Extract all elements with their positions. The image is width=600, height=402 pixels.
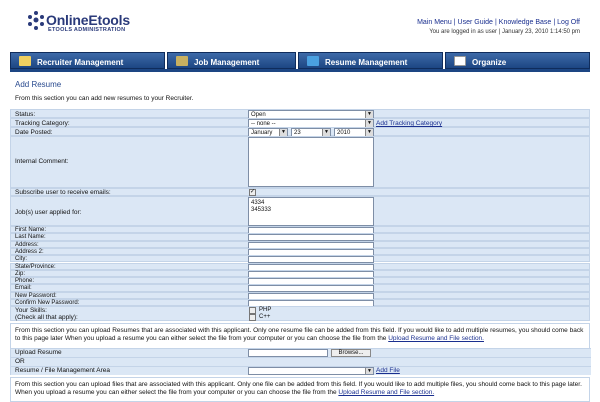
field-label: Phone: xyxy=(15,278,35,285)
brand-subtitle: ETOOLS ADMINISTRATION xyxy=(48,27,126,33)
upload-file-input[interactable] xyxy=(248,349,328,357)
tracking-value: -- none -- xyxy=(251,121,276,127)
tracking-row xyxy=(10,118,590,127)
field-row xyxy=(10,292,590,299)
chevron-down-icon: ▼ xyxy=(365,129,373,136)
or-label: OR xyxy=(15,358,25,365)
brand-name: OnlineEtools xyxy=(46,12,130,28)
field-row xyxy=(10,233,590,240)
tab-underline xyxy=(10,69,590,72)
field-row xyxy=(10,248,590,255)
upload-resume-description: From this section you can upload Resumes that are associated with this applicant. Only one resume file can be added from this field. If you would like to add multiple resumes, you should come back to this page later When you upload a resume you can either select the file from your computer or you can choose the file from the xyxy=(15,327,584,342)
skill-php-label: PHP xyxy=(259,307,272,313)
tab-label: Resume Management xyxy=(325,58,408,67)
skills-hint: (Check all that apply): xyxy=(15,314,78,321)
field-label: Address: xyxy=(15,241,39,248)
comment-textarea[interactable] xyxy=(248,137,374,187)
jobs-listbox[interactable] xyxy=(248,197,374,226)
field-row xyxy=(10,226,590,233)
status-row xyxy=(10,109,590,118)
date-label: Date Posted: xyxy=(15,129,53,136)
chevron-down-icon: ▼ xyxy=(365,111,373,118)
skill-php-checkbox[interactable] xyxy=(249,307,256,314)
tab-organize[interactable] xyxy=(445,52,590,69)
field-row xyxy=(10,241,590,248)
main-tabs xyxy=(10,52,590,70)
main-menu-link[interactable]: Main Menu xyxy=(417,19,452,26)
skills-row xyxy=(10,306,590,321)
knowledge-base-link[interactable]: Knowledge Base xyxy=(498,19,552,26)
handshake-icon xyxy=(176,56,188,66)
job-option[interactable]: 4334 xyxy=(251,200,265,206)
skills-label: Your Skills: xyxy=(15,307,47,314)
subscribe-row xyxy=(10,188,590,196)
field-label: State/Province: xyxy=(15,263,56,270)
login-status: You are logged in as user | January 23, 2010 1:14:50 pm xyxy=(429,29,580,35)
field-label: Address 2: xyxy=(15,248,44,255)
field-label: Last Name: xyxy=(15,234,46,241)
skill-cpp-label: C++ xyxy=(259,314,271,320)
upload-resume-text xyxy=(15,327,587,343)
field-row xyxy=(10,277,590,284)
upload-resume-label: Upload Resume xyxy=(15,349,62,356)
tab-recruiter-management[interactable] xyxy=(10,52,165,69)
logo-icon xyxy=(26,10,46,32)
browse-button[interactable]: Browse... xyxy=(331,349,371,357)
status-label: Status: xyxy=(15,111,36,118)
field-label: Confirm New Password: xyxy=(15,300,80,306)
year-value: 2010 xyxy=(337,130,351,136)
field-label: Zip: xyxy=(15,270,26,277)
people-icon xyxy=(307,56,319,66)
page-title: Add Resume xyxy=(15,80,62,89)
date-row xyxy=(10,127,590,136)
upload-resume-section xyxy=(10,323,590,375)
tab-resume-management[interactable] xyxy=(298,52,443,69)
tab-job-management[interactable] xyxy=(167,52,296,69)
subscribe-checkbox[interactable]: ✓ xyxy=(250,189,256,195)
upload-files-text xyxy=(15,381,587,397)
field-label: First Name: xyxy=(15,227,47,233)
tab-label: Organize xyxy=(472,58,507,67)
user-guide-link[interactable]: User Guide xyxy=(457,19,493,26)
field-label: City: xyxy=(15,256,27,263)
field-label: New Password: xyxy=(15,292,57,299)
upload-files-link[interactable]: Upload Resume and File section. xyxy=(338,389,435,396)
file-area-row xyxy=(11,366,591,375)
jobs-row xyxy=(10,196,590,226)
chevron-down-icon: ▼ xyxy=(365,120,373,127)
comment-row xyxy=(10,136,590,188)
tab-label: Recruiter Management xyxy=(37,58,124,67)
file-area-label: Resume / File Management Area xyxy=(15,367,111,374)
field-label: Email: xyxy=(15,285,32,292)
field-row xyxy=(10,263,590,270)
field-row xyxy=(10,270,590,277)
folder-icon xyxy=(19,56,31,66)
upload-resume-link[interactable]: Upload Resume and File section. xyxy=(388,335,484,342)
chart-icon xyxy=(454,56,466,66)
subscribe-label: Subscribe user to receive emails: xyxy=(15,189,111,196)
day-value: 23 xyxy=(294,130,301,136)
upload-resume-row xyxy=(11,348,591,357)
field-row xyxy=(10,284,590,291)
skill-cpp-checkbox[interactable] xyxy=(249,314,256,321)
job-option[interactable]: 345333 xyxy=(251,207,272,213)
status-value: Open xyxy=(251,112,266,118)
add-tracking-category-link[interactable]: Add Tracking Category xyxy=(376,120,443,127)
chevron-down-icon: ▼ xyxy=(279,129,287,136)
month-value: January xyxy=(251,130,273,136)
comment-label: Internal Comment: xyxy=(15,158,69,165)
page-intro: From this section you can add new resumes to your Recruiter. xyxy=(15,95,194,102)
tracking-label: Tracking Category: xyxy=(15,120,70,127)
add-file-link[interactable]: Add File xyxy=(376,367,400,374)
upload-files-section xyxy=(10,377,590,402)
chevron-down-icon: ▼ xyxy=(322,129,330,136)
upload-files-description: From this section you can upload files that are associated with this applicant. Only one file can be added from this field. If you would like to add multiple files, you should come back to this page later. When you upload a resume you can either select the file from your computer or you can choose the file from the xyxy=(15,381,582,396)
tab-label: Job Management xyxy=(194,58,260,67)
top-nav: Main Menu | User Guide | Knowledge Base | Log Off xyxy=(417,19,580,26)
header xyxy=(0,0,600,50)
log-off-link[interactable]: Log Off xyxy=(557,19,580,26)
jobs-label: Job(s) user applied for: xyxy=(15,209,82,216)
chevron-down-icon: ▼ xyxy=(365,368,373,375)
file-area-select[interactable] xyxy=(248,367,374,375)
or-row xyxy=(11,357,591,366)
field-row xyxy=(10,255,590,262)
